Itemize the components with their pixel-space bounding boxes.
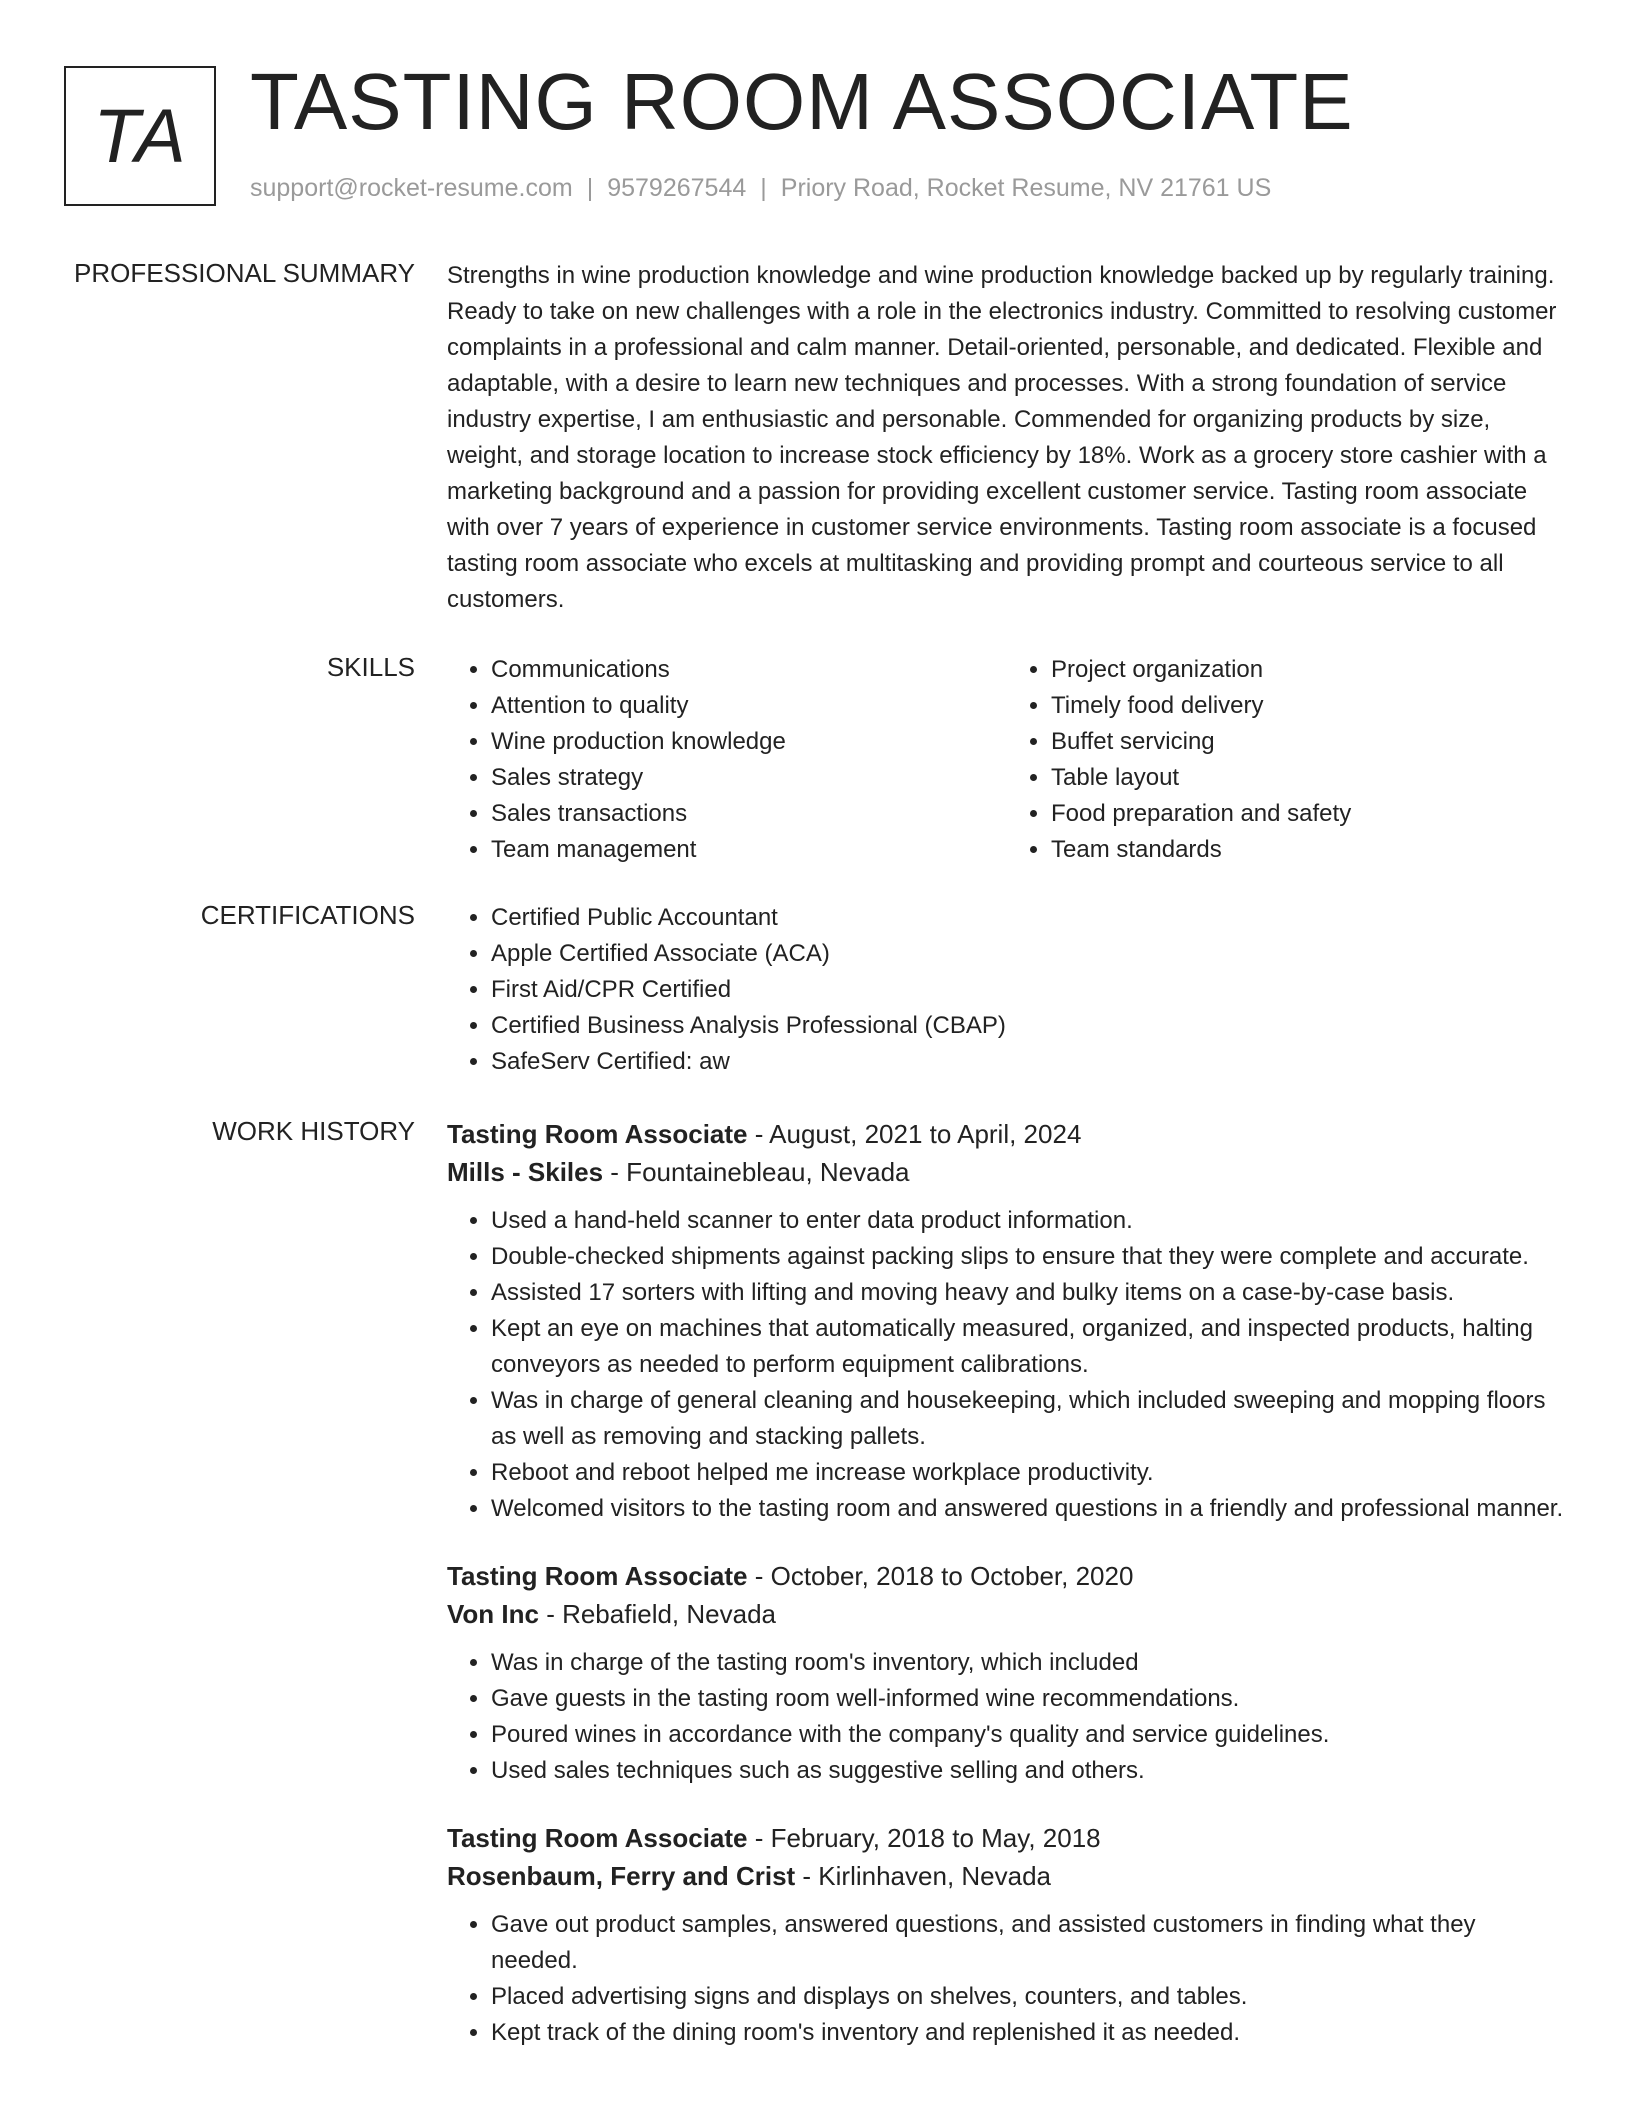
skill-item: • Table layout xyxy=(1051,760,1567,796)
job-bullet: • Kept track of the dining room's inventory and replenished it as needed. xyxy=(491,2015,1567,2051)
job-bullet: • Welcomed visitors to the tasting room and answered questions in a friendly and professional manner. xyxy=(491,1491,1567,1527)
summary-section xyxy=(447,258,1567,618)
job-bullets xyxy=(447,1645,1567,1789)
job-company: Von Inc xyxy=(447,1599,539,1629)
certification-item: • First Aid/CPR Certified xyxy=(491,972,1567,1008)
contact-separator: | xyxy=(586,174,594,202)
job-entry xyxy=(447,1557,1567,1789)
skill-item: • Buffet servicing xyxy=(1051,724,1567,760)
contact-address: Priory Road, Rocket Resume, NV 21761 US xyxy=(780,174,1272,202)
certifications-section xyxy=(447,900,1567,1080)
job-bullet: • Was in charge of the tasting room's inventory, which included xyxy=(491,1645,1567,1681)
certifications-list xyxy=(447,900,1567,1080)
job-title: Tasting Room Associate xyxy=(447,1561,748,1591)
job-bullet: • Gave guests in the tasting room well-informed wine recommendations. xyxy=(491,1681,1567,1717)
skills-heading: SKILLS xyxy=(326,652,415,682)
initials-monogram: TA xyxy=(64,66,216,206)
job-title: Tasting Room Associate xyxy=(447,1119,748,1149)
certifications-heading: CERTIFICATIONS xyxy=(200,900,415,930)
job-title: Tasting Room Associate xyxy=(447,1823,748,1853)
certification-item: • Apple Certified Associate (ACA) xyxy=(491,936,1567,972)
job-title-line xyxy=(447,1115,1567,1153)
skill-item: • Food preparation and safety xyxy=(1051,796,1567,832)
job-title-line xyxy=(447,1819,1567,1857)
job-company: Mills - Skiles xyxy=(447,1157,604,1187)
contact-phone[interactable]: 9579267544 xyxy=(607,174,747,202)
skill-item: • Team management xyxy=(491,832,1007,868)
job-dates: - August, 2021 to April, 2024 xyxy=(747,1119,1082,1149)
job-bullet: • Reboot and reboot helped me increase workplace productivity. xyxy=(491,1455,1567,1491)
job-bullets xyxy=(447,1203,1567,1527)
job-bullet: • Used sales techniques such as suggestive selling and others. xyxy=(491,1753,1567,1789)
job-bullet: • Used a hand-held scanner to enter data product information. xyxy=(491,1203,1567,1239)
skill-item: • Timely food delivery xyxy=(1051,688,1567,724)
job-company-line xyxy=(447,1857,1567,1895)
job-title-line xyxy=(447,1557,1567,1595)
job-company-line xyxy=(447,1153,1567,1191)
job-dates: - October, 2018 to October, 2020 xyxy=(747,1561,1134,1591)
job-bullet: • Gave out product samples, answered questions, and assisted customers in finding what they needed. xyxy=(491,1907,1567,1979)
job-bullet: • Kept an eye on machines that automatically measured, organized, and inspected products, halting conveyors as needed to perform equipment calibrations. xyxy=(491,1311,1567,1383)
job-location: - Kirlinhaven, Nevada xyxy=(795,1861,1052,1891)
work-history-heading: WORK HISTORY xyxy=(212,1116,415,1146)
work-history-section xyxy=(447,1115,1567,2081)
page-title: TASTING ROOM ASSOCIATE xyxy=(250,57,1354,146)
skill-item: • Sales transactions xyxy=(491,796,1007,832)
contact-separator: | xyxy=(760,174,767,202)
skills-list-right xyxy=(1007,652,1567,868)
job-bullet: • Was in charge of general cleaning and housekeeping, which included sweeping and mopping floors as well as removing and stacking pallets. xyxy=(491,1383,1567,1455)
skill-item: • Project organization xyxy=(1051,652,1567,688)
contact-line xyxy=(250,174,1271,203)
job-bullet: • Poured wines in accordance with the company's quality and service guidelines. xyxy=(491,1717,1567,1753)
skills-section xyxy=(447,652,1567,868)
summary-text: Strengths in wine production knowledge and wine production knowledge backed up by regularly training. Ready to take on new challenges with a role in the electronics industry. Committed to resolving customer complaints in a professional and calm manner. Detail-oriented, personable, and dedicated. Flexible and adaptable, with a desire to learn new techniques and processes. With a strong foundation of service industry expertise, I am enthusiastic and personable. Commended for organizing products by size, weight, and storage location to increase stock efficiency by 18%. Work as a grocery store cashier with a marketing background and a passion for providing excellent customer service. Tasting room associate with over 7 years of experience in customer service environments. Tasting room associate is a focused tasting room associate who excels at multitasking and providing prompt and courteous service to all customers. xyxy=(447,262,1557,613)
job-entry xyxy=(447,1115,1567,1527)
summary-heading: PROFESSIONAL SUMMARY xyxy=(74,258,415,288)
job-company: Rosenbaum, Ferry and Crist xyxy=(447,1861,796,1891)
job-location: - Rebafield, Nevada xyxy=(538,1599,776,1629)
job-bullet: • Assisted 17 sorters with lifting and moving heavy and bulky items on a case-by-case basis. xyxy=(491,1275,1567,1311)
job-bullets xyxy=(447,1907,1567,2051)
certification-item: • Certified Business Analysis Professional (CBAP) xyxy=(491,1008,1567,1044)
contact-email[interactable]: support@rocket-resume.com xyxy=(250,174,573,202)
job-company-line xyxy=(447,1595,1567,1633)
skill-item: • Attention to quality xyxy=(491,688,1007,724)
job-entry xyxy=(447,1819,1567,2051)
certification-item: • Certified Public Accountant xyxy=(491,900,1567,936)
job-bullet: • Placed advertising signs and displays on shelves, counters, and tables. xyxy=(491,1979,1567,2015)
skill-item: • Wine production knowledge xyxy=(491,724,1007,760)
certification-item: • SafeServ Certified: aw xyxy=(491,1044,1567,1080)
job-bullet: • Double-checked shipments against packing slips to ensure that they were complete and accurate. xyxy=(491,1239,1567,1275)
job-dates: - February, 2018 to May, 2018 xyxy=(747,1823,1101,1853)
skill-item: • Communications xyxy=(491,652,1007,688)
job-location: - Fountainebleau, Nevada xyxy=(603,1157,910,1187)
skills-list-left xyxy=(447,652,1007,868)
skill-item: • Team standards xyxy=(1051,832,1567,868)
skill-item: • Sales strategy xyxy=(491,760,1007,796)
